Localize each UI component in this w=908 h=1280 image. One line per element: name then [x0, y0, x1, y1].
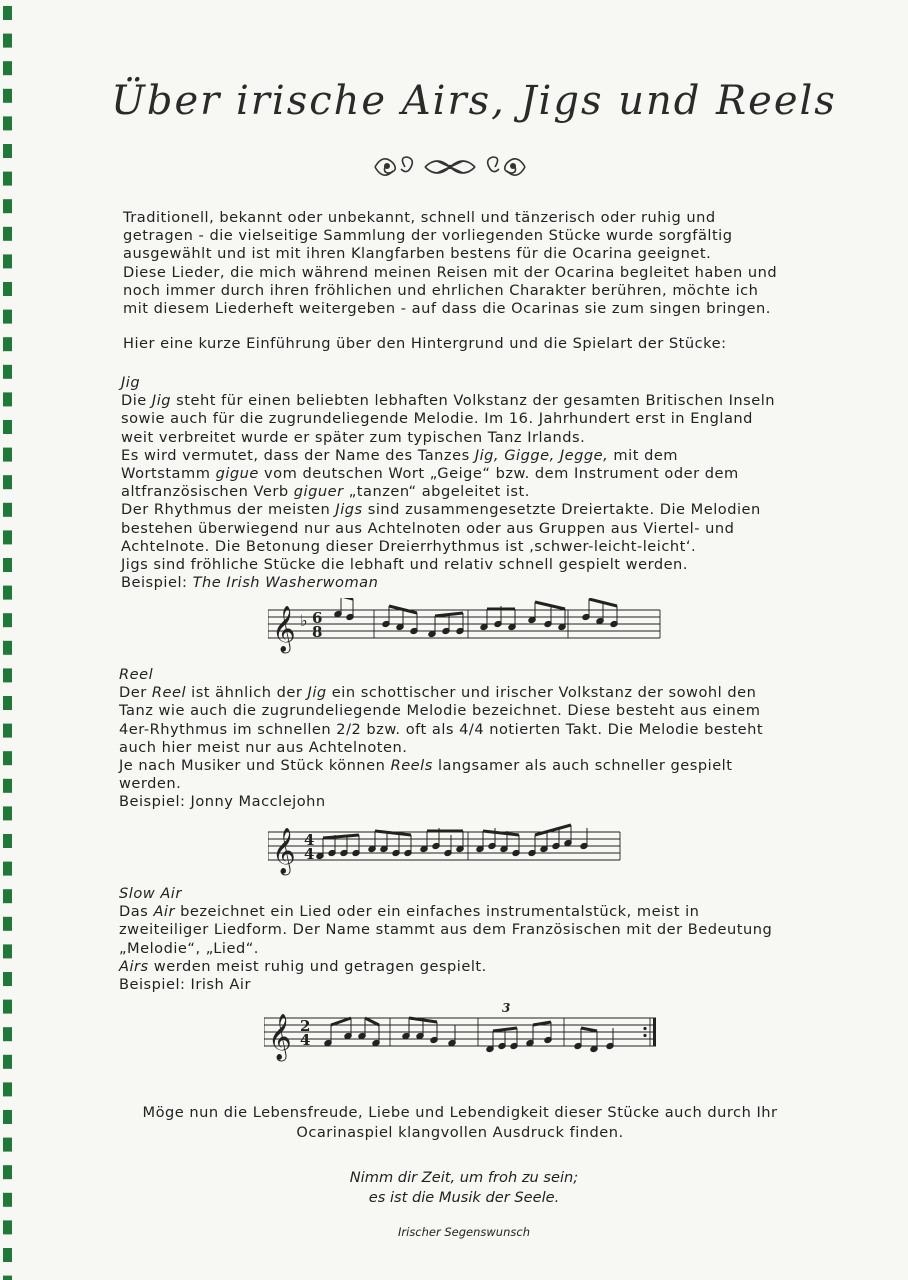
binding-ring: [3, 779, 12, 793]
svg-text:4: 4: [304, 845, 315, 863]
note-beam: [535, 602, 565, 609]
note-beam: [435, 613, 463, 616]
closing-text: Möge nun die Lebensfreude, Liebe und Lebendigkeit dieser Stücke auch durch Ihr Ocarinaspiel klangvollen Ausdruck finden.: [142, 1104, 778, 1141]
jig-heading: Jig: [121, 374, 141, 391]
blessing-caption: Irischer Segenswunsch: [398, 1225, 530, 1239]
note-beam: [341, 598, 353, 599]
note-beam: [493, 1028, 517, 1031]
binding-ring: [3, 751, 12, 765]
binding-ring: [3, 365, 12, 379]
flat-icon: ♭: [300, 611, 308, 630]
binding-ring: [3, 172, 12, 186]
intro-line: ausgewählt und ist mit ihren Klangfarben bestens für die Ocarina geeignet.: [123, 245, 712, 263]
binding-ring: [3, 1276, 12, 1280]
reel-section: Reel Der Reel ist ähnlich der Jig ein schottischer und irischer Volkstanz der sowohl den Tanz wie auch die zugrundeliegende Melodie bezeichnet. Diese besteht aus einem 4er-Rhythmus im schnellen 2/2 bzw. oft als 4/4 notierten Takt. Die Melodie besteht auch hier meist nur aus Achtelnoten. Je nach Musiker und Stück können Reels langsamer als auch schneller gespielt werden. Beispiel: Jonny Macclejohn: [119, 666, 834, 812]
binding-ring: [3, 558, 12, 572]
svg-text:8: 8: [312, 623, 323, 641]
air-heading: Slow Air: [119, 885, 182, 902]
svg-text:2: 2: [300, 1017, 311, 1035]
spiral-binding: [0, 0, 22, 1280]
jig-music-staff: [268, 598, 668, 660]
intro-lead: Hier eine kurze Einführung über den Hintergrund und die Spielart der Stücke:: [123, 335, 727, 353]
binding-ring: [3, 227, 12, 241]
binding-ring: [3, 392, 12, 406]
jig-section: Jig Die Jig steht für einen beliebten lebhaften Volkstanz der gesamten Britischen Inseln sowie auch für die zugrundeliegende Melodie. Im 16. Jahrhundert erst in England weit verbreitet wurde er später zum typischen Tanz Irlands. Es wird vermutet, dass der Name des Tanzes Jig, Gigge, Jegge, mit dem Wortstamm gigue vom deutschen Wort „Geige“ bzw. dem Instrument oder dem altfranzösischen Verb giguer „tanzen“ abgeleitet ist. Der Rhythmus der meisten Jigs sind zusammengesetzte Dreiertakte. Die Melodien bestehen überwiegend nur aus Achtelnoten oder aus Gruppen aus Viertel- und Achtelnote. Die Betonung dieser Dreierrhythmus ist ‚schwer-leicht-leicht‘. Jigs sind fröhliche Stücke die lebhaft und relativ schnell gespielt werden. Beispiel: The Irish Washerwoman: [121, 374, 831, 592]
svg-text:4: 4: [304, 831, 315, 849]
binding-ring: [3, 806, 12, 820]
treble-clef-icon: 𝄞: [272, 828, 296, 874]
intro-line: Traditionell, bekannt oder unbekannt, schnell und tänzerisch oder ruhig und: [123, 209, 716, 226]
binding-ring: [3, 420, 12, 434]
binding-ring: [3, 1110, 12, 1124]
binding-ring: [3, 696, 12, 710]
binding-ring: [3, 944, 12, 958]
binding-ring: [3, 34, 12, 48]
binding-ring: [3, 282, 12, 296]
binding-ring: [3, 1193, 12, 1207]
binding-ring: [3, 337, 12, 351]
intro-line: mit diesem Liederheft weitergeben - auf dass die Ocarinas sie zum singen bringen.: [123, 300, 771, 318]
note-beam: [323, 835, 359, 838]
note-beam: [331, 1018, 351, 1025]
treble-clef-icon: 𝄞: [272, 606, 296, 652]
intro-section: [123, 209, 823, 353]
reel-example: Beispiel: Jonny Macclejohn: [119, 793, 326, 811]
jig-example-label: Beispiel:: [121, 574, 193, 592]
svg-text:4: 4: [300, 1031, 311, 1049]
binding-ring: [3, 144, 12, 158]
binding-ring: [3, 834, 12, 848]
binding-ring: [3, 1027, 12, 1041]
air-section: Slow Air Das Air bezeichnet ein Lied oder ein einfaches instrumentalstück, meist in zweiteiliger Liedform. Der Name stammt aus dem Französischen mit der Bedeutung „Melodie“, „Lied“. Airs werden meist ruhig und getragen gespielt. Beispiel: Irish Air: [119, 885, 834, 994]
page-title: Über irische Airs, Jigs und Reels: [111, 78, 837, 124]
binding-ring: [3, 1220, 12, 1234]
intro-line: noch immer durch ihren fröhlichen und ehrlichen Charakter berühren, möchte ich: [123, 281, 759, 299]
note-beam: [581, 1028, 597, 1031]
binding-ring: [3, 116, 12, 130]
binding-ring: [3, 972, 12, 986]
binding-ring: [3, 1248, 12, 1262]
intro-line: getragen - die vielseitige Sammlung der vorliegenden Stücke wurde sorgfältig: [123, 227, 733, 245]
binding-ring: [3, 89, 12, 103]
binding-ring: [3, 6, 12, 20]
binding-ring: [3, 917, 12, 931]
binding-ring: [3, 61, 12, 75]
note-beam: [535, 825, 571, 835]
binding-ring: [3, 1000, 12, 1014]
binding-ring: [3, 613, 12, 627]
jig-example-title: The Irish Washerwoman: [192, 574, 379, 592]
binding-ring: [3, 586, 12, 600]
reel-heading: Reel: [119, 666, 154, 683]
svg-text:6: 6: [312, 609, 323, 627]
motto: Nimm dir Zeit, um froh zu sein; es ist die Musik der Seele.: [349, 1169, 579, 1206]
binding-ring: [3, 503, 12, 517]
binding-ring: [3, 889, 12, 903]
reel-music-staff: [268, 820, 628, 882]
binding-ring: [3, 530, 12, 544]
intro-line: Diese Lieder, die mich während meinen Reisen mit der Ocarina begleitet haben und: [123, 263, 778, 281]
binding-ring: [3, 1165, 12, 1179]
binding-ring: [3, 310, 12, 324]
air-example: Beispiel: Irish Air: [119, 976, 251, 994]
binding-ring: [3, 724, 12, 738]
binding-ring: [3, 641, 12, 655]
binding-ring: [3, 1082, 12, 1096]
binding-ring: [3, 862, 12, 876]
binding-ring: [3, 1055, 12, 1069]
binding-ring: [3, 475, 12, 489]
treble-clef-icon: 𝄞: [268, 1014, 292, 1060]
air-music-staff: [264, 1000, 664, 1062]
binding-ring: [3, 199, 12, 213]
binding-ring: [3, 254, 12, 268]
binding-ring: [3, 448, 12, 462]
note-beam: [365, 1018, 379, 1025]
title-ornament-icon: [365, 152, 535, 182]
binding-ring: [3, 668, 12, 682]
binding-ring: [3, 1138, 12, 1152]
triplet-mark: 3: [502, 1001, 511, 1015]
note-beam: [409, 1018, 437, 1022]
